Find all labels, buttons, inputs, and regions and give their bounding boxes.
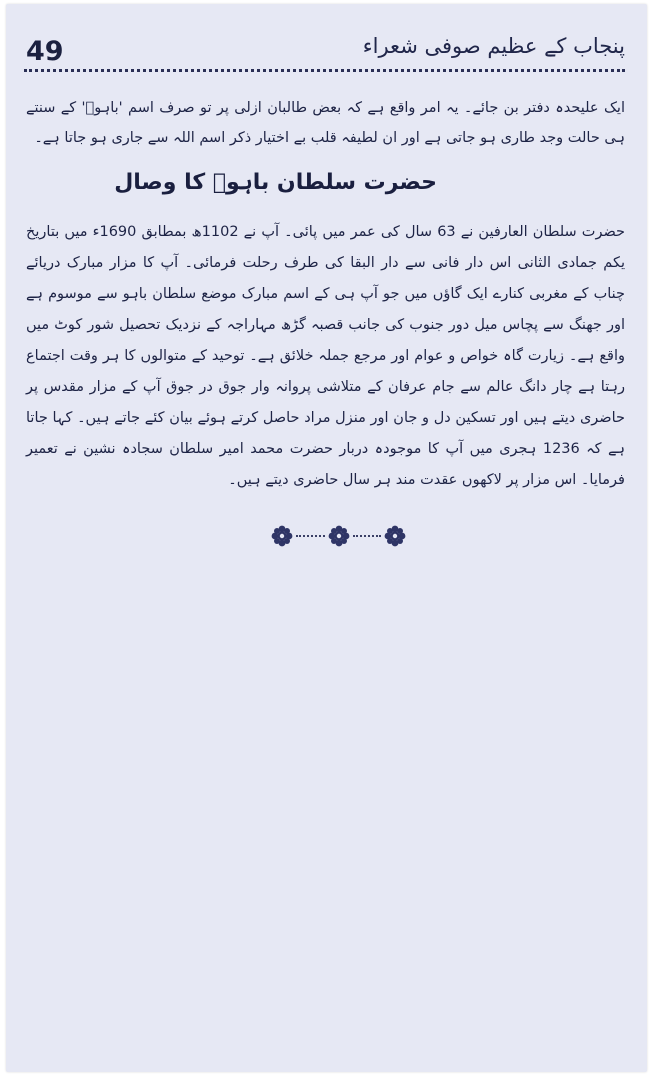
paragraph-wisal: حضرت سلطان العارفین نے 63 سال کی عمر میں پائی۔ آپ نے 1102ھ بمطابق 1690ء میں بتاریخ یکم جمادی الثانی اس دار فانی سے دار البقا کی طرف رحلت فرمائی۔ آپ کا مزار مبارک دریائے چناب کے مغربی کنارے ایک گاؤں میں جو آپ ہی کے اسم مبارک موضع سلطان باہو سے موسوم ہے اور جھنگ سے پچاس میل دور جنوب کی جانب قصبہ گڑھ مہاراجہ کے نزدیک تحصیل شور کوٹ میں واقع ہے۔ زیارت گاہ خواص و عوام اور مرجع جملہ خلائق ہے۔ توحید کے متوالوں کا ہر وقت اجتماع رہتا ہے چار دانگ عالم سے جام عرفان کے متلاشی پروانہ وار جوق در جوق آپ کے مزار مقدس پر حاضری دیتے ہیں اور تسکین دل و جان اور منزل مراد حاصل کرتے ہوئے بیان کئے جاتے ہیں۔ کہا جاتا ہے کہ 1236 ہجری میں آپ کا موجودہ دربار حضرت محمد امیر سلطان سجادہ نشین نے تعمیر فرمایا۔ اس مزار پر لاکھوں عقدت مند ہر سال حاضری دیتے ہیں۔ — [26, 223, 625, 488]
page-number: 49 — [26, 36, 64, 67]
ornament-dotted-line — [353, 535, 382, 537]
page-header — [24, 32, 625, 72]
section-end-ornament — [271, 524, 406, 548]
section-heading: حضرت سلطان باہوؒ کا وصال — [114, 170, 437, 196]
header-dotted-rule — [24, 69, 625, 72]
flower-ornament-icon — [384, 525, 406, 547]
paragraph-intro: ایک علیحدہ دفتر بن جائے۔ یہ امر واقع ہے کہ بعض طالبان ازلی پر تو صرف اسم 'باہوؒ' کے سنتے ہی حالت وجد طاری ہو جاتی ہے اور ان لطیفہ قلب بے اختیار ذکر اسم اللہ سے جاری ہو جاتا ہے۔ — [26, 99, 625, 146]
book-page — [6, 4, 647, 1072]
flower-ornament-icon — [328, 525, 350, 547]
ornament-dotted-line — [296, 535, 325, 537]
flower-ornament-icon — [271, 525, 293, 547]
running-title: پنجاب کے عظیم صوفی شعراء — [362, 34, 625, 58]
